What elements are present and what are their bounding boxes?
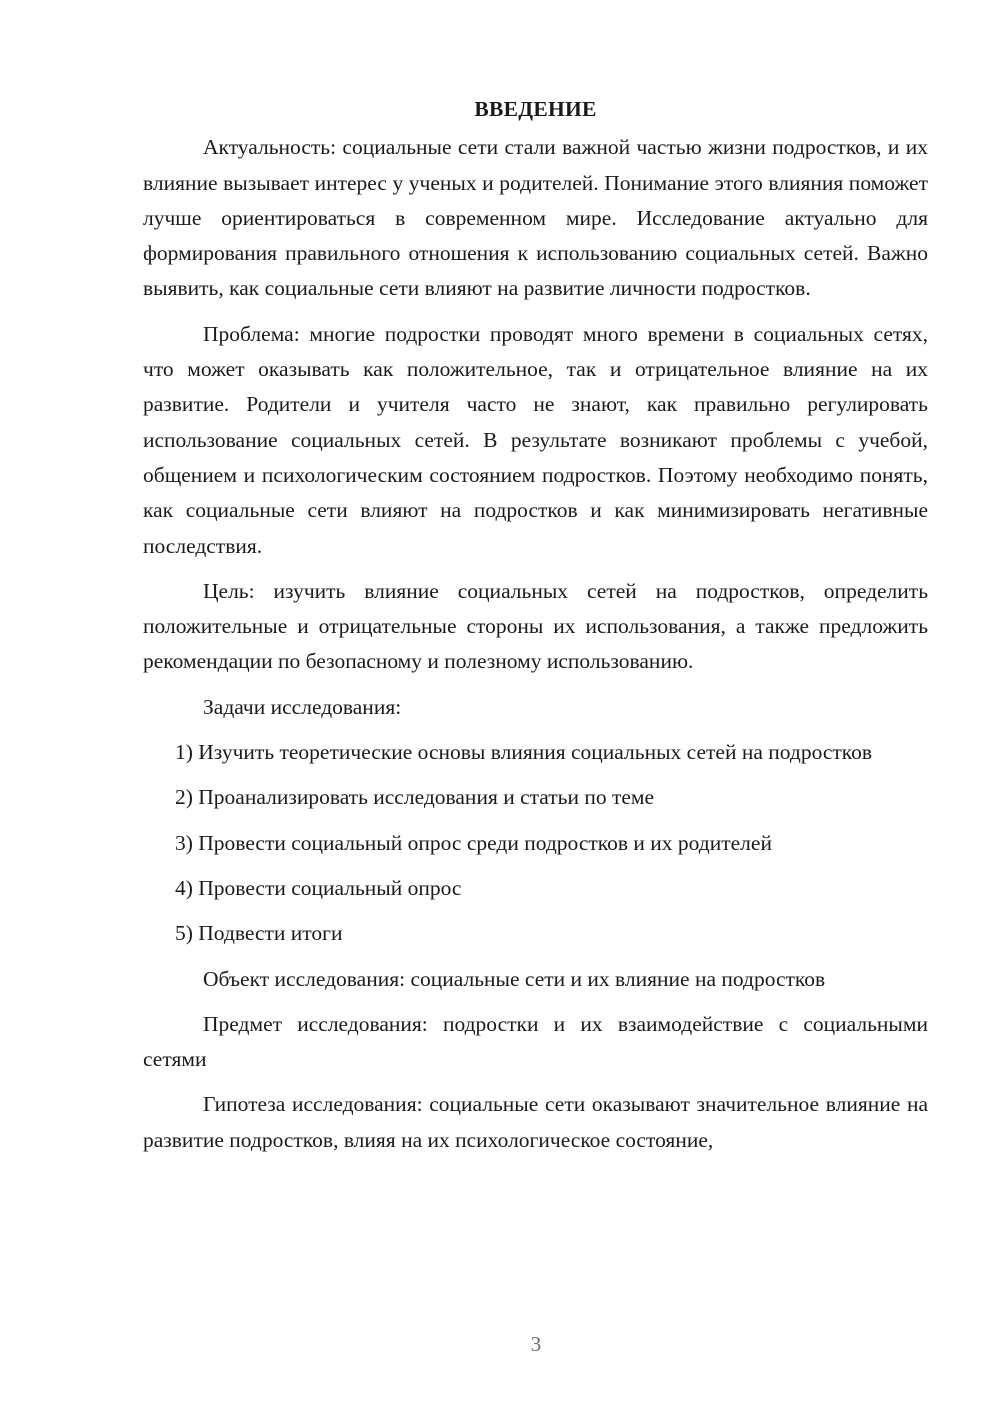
list-item: 1) Изучить теоретические основы влияния социальных сетей на подростков [175, 740, 873, 765]
list-item: 2) Проанализировать исследования и статьи по теме [175, 785, 655, 810]
paragraph-object: Объект исследования: социальные сети и их влияние на подростков [203, 966, 826, 991]
list-item: 3) Провести социальный опрос среди подростков и их родителей [175, 830, 772, 855]
paragraph-hypothesis: Гипотеза исследования: социальные сети оказывают значительное влияние на развитие подростков, влияя на их психологическое состояние, [143, 1092, 928, 1152]
paragraph-subject: Предмет исследования: подростки и их взаимодействие с социальными сетями [143, 1011, 928, 1072]
list-item: 5) Подвести итоги [175, 921, 343, 946]
list-item: 4) Провести социальный опрос [175, 875, 462, 900]
tasks-list [143, 735, 928, 951]
page-title: ВВЕДЕНИЕ [474, 97, 597, 121]
paragraph-problem: Проблема: многие подростки проводят много времени в социальных сетях, что может оказывать как положительное, так и отрицательное влияние на их развитие. Родители и учителя часто не знают, как правильно регулировать использование социальных сетей. В результате возникают проблемы с учебой, общением и психологическим состоянием подростков. Поэтому необходимо понять, как социальные сети влияют на подростков и как минимизировать негативные последствия. [143, 321, 928, 558]
document-page [143, 92, 928, 1168]
tasks-heading: Задачи исследования: [203, 694, 402, 719]
paragraph-relevance: Актуальность: социальные сети стали важной частью жизни подростков, и их влияние вызывает интерес у ученых и родителей. Понимание этого влияния поможет лучше ориентироваться в современном мире. Исследование актуально для формирования правильного отношения к использованию социальных сетей. Важно выявить, как социальные сети влияют на развитие личности подростков. [143, 135, 928, 301]
page-number: 3 [530, 1332, 542, 1356]
paragraph-goal: Цель: изучить влияние социальных сетей на подростков, определить положительные и отрицательные стороны их использования, а также предложить рекомендации по безопасному и полезному использованию. [143, 578, 928, 674]
